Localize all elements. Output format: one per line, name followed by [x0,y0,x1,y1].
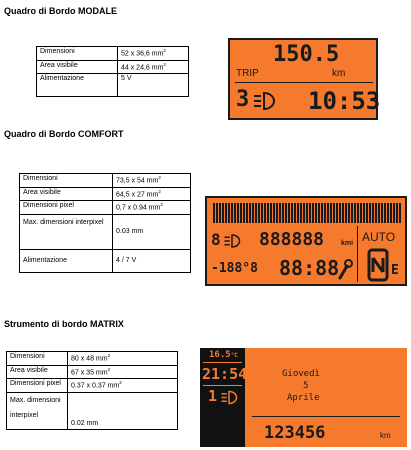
clock-readout: 10:53 [308,87,381,115]
spec-label: Dimensioni [20,174,113,188]
headlight-icon [223,233,241,249]
spec-label: Dimensioni [7,352,68,366]
section-title-matrix: Strumento di bordo MATRIX [4,319,124,329]
spec-value: 0,7 x 0.94 $mm^2$ [113,201,191,215]
table-row [20,187,191,201]
spec-value: 4 / 7 V [113,250,191,273]
clock-readout: 21:54 [202,365,248,383]
spec-label: Dimensioni pixel [7,379,68,393]
spec-value: 0.02 mm [68,393,178,430]
date-number: 5 [303,381,309,391]
table-row [7,365,178,379]
temperature-readout: 16.5°C [209,350,238,360]
spec-value: 44 x 24,6 $mm^2$ [118,60,189,74]
divider [252,416,400,417]
headlight-icon [252,91,276,111]
wrench-icon [337,258,353,280]
lcd-matrix [200,348,407,447]
odometer-readout: 888888 [259,229,325,250]
spec-value: 73,5 x 54 $mm^2$ [113,174,191,188]
table-row [37,74,189,97]
table-row [37,60,189,74]
spec-value: 0.03 mm [113,215,191,250]
spec-label: Alimentazione [20,250,113,273]
table-row [20,174,191,188]
lcd-comfort [205,196,407,286]
unit-label: kmi [341,240,354,247]
day-label: Giovedì [282,369,320,379]
clock-readout: 88:88 [279,256,340,280]
table-row [20,201,191,215]
divider [203,385,242,386]
table-row [20,215,191,250]
spec-value: 80 x 48 $mm^2$ [68,352,178,366]
spec-table-comfort [19,173,191,273]
odometer-readout: 150.5 [273,42,340,67]
mode-letter: E [391,263,399,278]
spec-label: Dimensioni pixel [20,201,113,215]
unit-label: km [332,68,346,79]
spec-value: 5 V [118,74,189,97]
spec-label: Max. dimensioni interpixel [7,393,68,430]
table-row [7,379,178,393]
gear-selector-icon [367,248,389,282]
table-row [7,393,178,430]
divider [235,82,373,83]
table-row [37,47,189,61]
unit-label: km [380,431,391,440]
spec-label: Dimensioni [37,47,118,61]
gear-indicator: 8 [211,230,221,249]
spec-value: 64,5 x 27 $mm^2$ [113,187,191,201]
temperature-readout: -188°8 [211,261,258,276]
table-row [20,250,191,273]
spec-table-matrix [6,351,178,430]
dot-matrix-row [213,203,401,223]
spec-value: 52 x 36,6 $mm^2$ [118,47,189,61]
spec-value: 67 x 35 $mm^2$ [68,365,178,379]
headlight-icon [220,390,238,405]
spec-label: Area visibile [37,60,118,74]
spec-label: Area visibile [20,187,113,201]
divider [203,362,242,363]
auto-label: AUTO [362,230,396,244]
month-label: Aprile [287,393,320,403]
spec-value: 0.37 x 0.37 $mm^2$ [68,379,178,393]
odometer-readout: 123456 [264,423,326,443]
section-title-modale: Quadro di Bordo MODALE [4,6,117,16]
section-title-comfort: Quadro di Bordo COMFORT [4,129,124,139]
gear-indicator: 1 [208,387,218,405]
spec-table-modale [36,46,189,97]
gear-indicator: 3 [236,87,250,112]
spec-label: Max. dimensioni interpixel [20,215,113,250]
trip-label: TRIP [236,68,259,79]
divider [357,226,358,282]
lcd-modale [228,38,381,120]
spec-label: Alimentazione [37,74,118,97]
spec-label: Area visibile [7,365,68,379]
table-row [7,352,178,366]
